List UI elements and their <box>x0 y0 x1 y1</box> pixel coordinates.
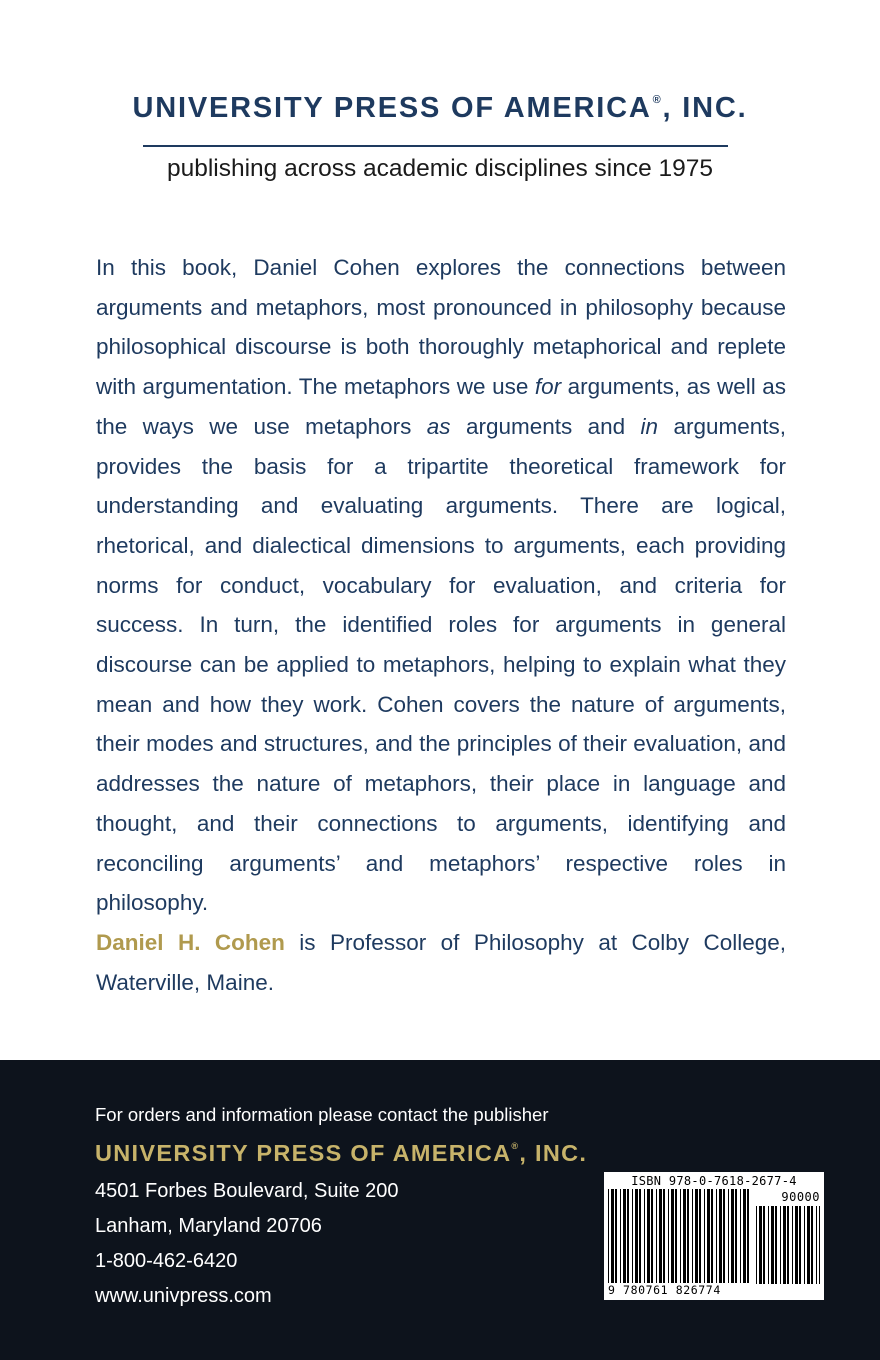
book-description: In this book, Daniel Cohen explores the connections between arguments and metaphors, most pronounced in philosophy because philosophical discourse is both thoroughly metaphorical and replete with argumentation. The metaphors we use for arguments, as well as the ways we use metaphors as arguments and in arguments, provides the basis for a tripartite theoretical framework for understanding and evaluating arguments. There are logical, rhetorical, and dialectical dimensions to arguments, each providing norms for conduct, vocabulary for evaluation, and criteria for success. In turn, the identified roles for arguments in general discourse can be applied to metaphors, helping to explain what they mean and how they work. Cohen covers the nature of arguments, their modes and structures, and the principles of their evaluation, and addresses the nature of metaphors, their place in language and thought, and their connections to arguments, identifying and reconciling arguments’ and metaphors’ respective roles in philosophy. <box>96 255 786 916</box>
barcode-bar <box>692 1189 693 1285</box>
barcode-bar <box>731 1189 734 1285</box>
barcode-bar <box>728 1189 729 1285</box>
barcode-bar <box>651 1189 653 1285</box>
website-url: www.univpress.com <box>95 1285 272 1307</box>
barcode-bar <box>623 1189 626 1285</box>
barcode-bar <box>707 1189 710 1285</box>
address-line-2: Lanham, Maryland 20706 <box>95 1215 322 1237</box>
publisher-name: UNIVERSITY PRESS OF AMERICA®, INC. <box>132 92 748 124</box>
barcode-bar <box>743 1189 746 1285</box>
barcode-bar <box>807 1206 810 1284</box>
author-name: Daniel H. Cohen <box>96 930 285 955</box>
barcode-bar <box>771 1206 774 1284</box>
barcode-bar <box>783 1206 786 1284</box>
barcode-bar <box>740 1189 741 1285</box>
barcode-bar <box>663 1189 665 1285</box>
barcode-bar <box>716 1189 717 1285</box>
phone-number: 1-800-462-6420 <box>95 1250 238 1272</box>
barcode-bar <box>768 1206 769 1284</box>
address-line-1: 4501 Forbes Boulevard, Suite 200 <box>95 1180 399 1202</box>
barcode-bar <box>615 1189 617 1285</box>
barcode-bar <box>711 1189 713 1285</box>
barcode-bar <box>719 1189 722 1285</box>
barcode-bar <box>787 1206 789 1284</box>
barcode-addon-bars <box>756 1206 820 1284</box>
barcode-bar <box>680 1189 681 1285</box>
barcode-bar <box>632 1189 633 1285</box>
ean-digits: 9 780761 826774 <box>608 1283 753 1297</box>
barcode-bar <box>763 1206 765 1284</box>
publisher-tagline: publishing across academic disciplines since 1975 <box>166 155 714 182</box>
registered-mark: ® <box>652 94 663 106</box>
barcode-bar <box>668 1189 669 1285</box>
barcode-bar <box>627 1189 629 1285</box>
barcode-bar <box>683 1189 686 1285</box>
barcode-bar <box>687 1189 689 1285</box>
header-divider <box>143 145 728 147</box>
isbn-text: ISBN 978-0-7618-2677-4 <box>631 1174 797 1188</box>
barcode-bar <box>819 1206 820 1284</box>
barcode-bar <box>756 1206 757 1284</box>
barcode-main-bars <box>608 1189 750 1285</box>
barcode-bar <box>775 1206 777 1284</box>
barcode-bar <box>675 1189 677 1285</box>
barcode-bar <box>735 1189 737 1285</box>
isbn-barcode <box>604 1172 824 1300</box>
publisher-header <box>0 92 880 125</box>
barcode-bar <box>792 1206 793 1284</box>
barcode-bar <box>639 1189 641 1285</box>
barcode-bar <box>644 1189 645 1285</box>
barcode-bar <box>611 1189 614 1285</box>
barcode-bar <box>671 1189 674 1285</box>
barcode-bar <box>704 1189 705 1285</box>
barcode-bar <box>747 1189 749 1285</box>
barcode-bar <box>699 1189 701 1285</box>
barcode-bar <box>759 1206 762 1284</box>
barcode-bar <box>695 1189 698 1285</box>
barcode-bar <box>799 1206 801 1284</box>
barcode-bar <box>620 1189 621 1285</box>
barcode-bar <box>659 1189 662 1285</box>
barcode-bar <box>647 1189 650 1285</box>
barcode-bar <box>795 1206 798 1284</box>
price-addon-text: 90000 <box>781 1190 820 1204</box>
barcode-bar <box>608 1189 609 1285</box>
author-bio: Daniel H. Cohen is Professor of Philosophy at Colby College, Waterville, Maine. <box>96 930 786 995</box>
barcode-bar <box>780 1206 781 1284</box>
barcode-bar <box>816 1206 817 1284</box>
barcode-bar <box>811 1206 813 1284</box>
barcode-bar <box>635 1189 638 1285</box>
footer-publisher-name: UNIVERSITY PRESS OF AMERICA®, INC. <box>95 1140 588 1166</box>
barcode-bar <box>656 1189 657 1285</box>
barcode-bar <box>804 1206 805 1284</box>
contact-line: For orders and information please contact the publisher <box>95 1104 549 1125</box>
barcode-bar <box>723 1189 725 1285</box>
